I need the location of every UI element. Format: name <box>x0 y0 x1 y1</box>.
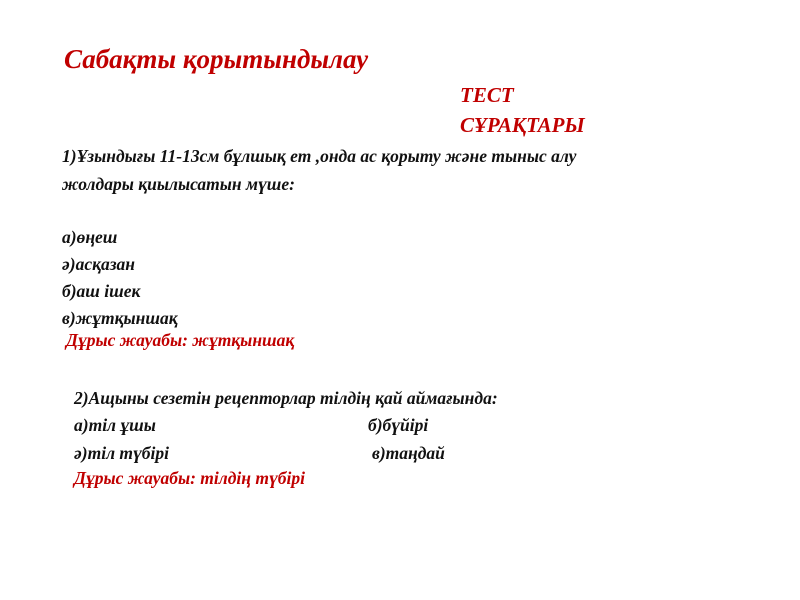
question-2-answer: Дұрыс жауабы: тілдің түбірі <box>74 468 305 488</box>
question-1-line-2: жолдары қиылысатын мүше: <box>62 174 295 194</box>
slide-title: Сабақты қорытындылау <box>64 44 369 74</box>
question-2-option-a: а)тіл ұшы <box>74 415 156 435</box>
question-2-option-v: в)таңдай <box>372 443 445 463</box>
question-2-option-ae: ә)тіл түбірі <box>74 443 169 463</box>
test-heading-line-1: ТЕСТ <box>460 83 514 107</box>
question-1-options <box>62 224 178 332</box>
question-1 <box>62 142 576 198</box>
question-2: 2)Ащыны сезетін рецепторлар тілдің қай аймағында: <box>74 388 498 408</box>
question-1-option-v: в)жұтқыншақ <box>62 308 178 328</box>
question-1-option-ae: ә)асқазан <box>62 254 136 274</box>
question-1-option-b: б)аш ішек <box>62 281 141 301</box>
question-1-line-1: 1)Ұзындығы 11-13см бұлшық ет ,онда ас қорыту және тыныс алу <box>62 146 577 166</box>
question-1-answer: Дұрыс жауабы: жұтқыншақ <box>66 330 295 350</box>
test-heading <box>460 80 585 140</box>
question-1-option-a: а)өңеш <box>62 227 118 247</box>
question-2-option-b: б)бүйірі <box>368 415 429 435</box>
test-heading-line-2: СҰРАҚТАРЫ <box>460 113 585 137</box>
